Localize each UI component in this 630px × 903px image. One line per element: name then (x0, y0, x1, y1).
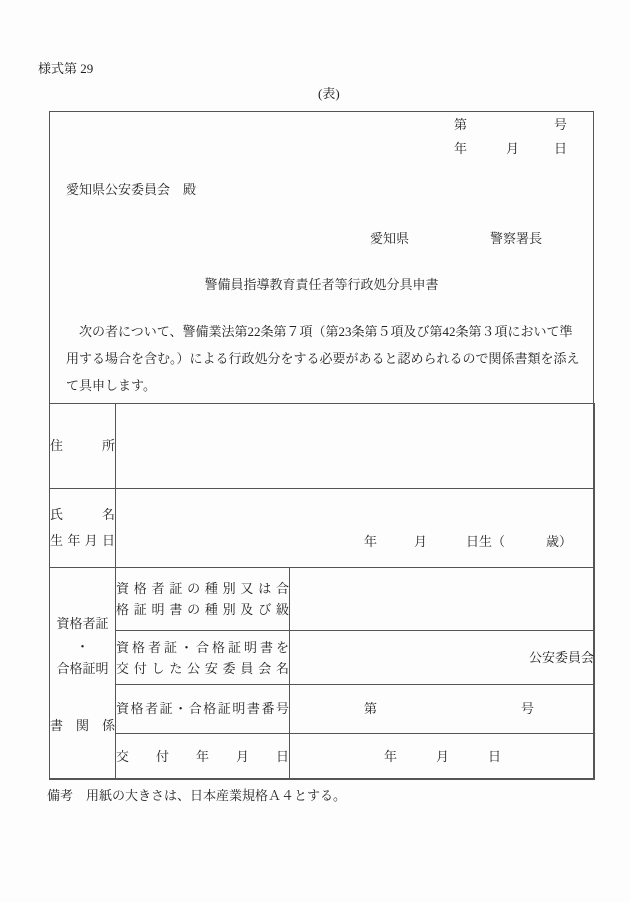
cert-group-label-cell (50, 568, 116, 780)
cert-number-prefix: 第 (364, 701, 378, 716)
name-dob-value-cell (116, 489, 595, 568)
cert-number-label-cell (116, 685, 290, 734)
cert-type-label-cell (116, 568, 290, 631)
remark-note: 備考 用紙の大きさは、日本産業規格Ａ４とする。 (47, 788, 347, 803)
cert-issuer-row (50, 631, 595, 685)
cert-type-row (50, 568, 595, 631)
birth-year-label: 年 (364, 534, 378, 549)
issue-date-label-cell (116, 734, 290, 780)
cert-type-value-cell (290, 568, 595, 631)
issue-day-label: 日 (488, 748, 502, 764)
address-row (50, 404, 595, 489)
issuer-post: 警察署長 (490, 231, 543, 246)
address-label-cell (50, 404, 116, 489)
doc-number-prefix: 第 (454, 117, 468, 132)
sheet-side-label: (表) (318, 86, 340, 101)
applicant-table (49, 403, 595, 780)
cert-number-value-cell (290, 685, 595, 734)
header-date-year: 年 (454, 141, 468, 156)
form-frame (49, 111, 594, 779)
birth-month-label: 月 (414, 534, 428, 549)
document-title: 警備員指導教育責任者等行政処分具申書 (204, 277, 439, 292)
cert-group-label-bottom: 書 関 係 (50, 717, 116, 733)
cert-number-suffix: 号 (521, 701, 535, 716)
header-date-month: 月 (506, 141, 520, 156)
address-value-cell (116, 404, 595, 489)
doc-number-suffix: 号 (554, 117, 568, 132)
issue-year-label: 年 (384, 748, 398, 764)
issue-date-label: 交 付 年 月 日 (116, 748, 289, 764)
issue-month-label: 月 (436, 748, 450, 764)
issue-date-row (50, 734, 595, 780)
birth-day-label: 日生（ (466, 534, 506, 549)
birth-age-label: 歳） (546, 534, 573, 549)
cert-group-label-top: 資格者証 ・ 合格証明 (56, 616, 109, 677)
name-label-cell (50, 489, 116, 568)
form-number: 様式第 29 (38, 61, 94, 76)
header-date-day: 日 (554, 141, 568, 156)
cert-issuer-value-cell: 公安委員会 (290, 631, 595, 685)
issuer-prefecture: 愛知県 (370, 231, 410, 246)
cert-number-label: 資格者証・合格証明書番号 (116, 701, 289, 716)
addressee: 愛知県公安委員会 殿 (66, 182, 197, 197)
cert-type-label: 資格者証の種別又は合 格証明書の種別及び級 (116, 581, 289, 617)
name-dob-label: 氏 名 生年月日 (50, 507, 115, 548)
cert-number-row (50, 685, 595, 734)
cert-issuer-label: 資格者証・合格証明書を 交付した公安委員会名 (116, 639, 289, 676)
name-dob-row (50, 489, 595, 568)
issue-date-value-cell (290, 734, 595, 780)
address-label: 住 所 (50, 438, 115, 453)
body-paragraph: 次の者について、警備業法第22条第７項（第23条第５項及び第42条第３項において準 用する場合を含む。）による行政処分をする必要があると認められるので関係書類を添え て具申します。 (66, 324, 580, 393)
cert-issuer-label-cell (116, 631, 290, 685)
